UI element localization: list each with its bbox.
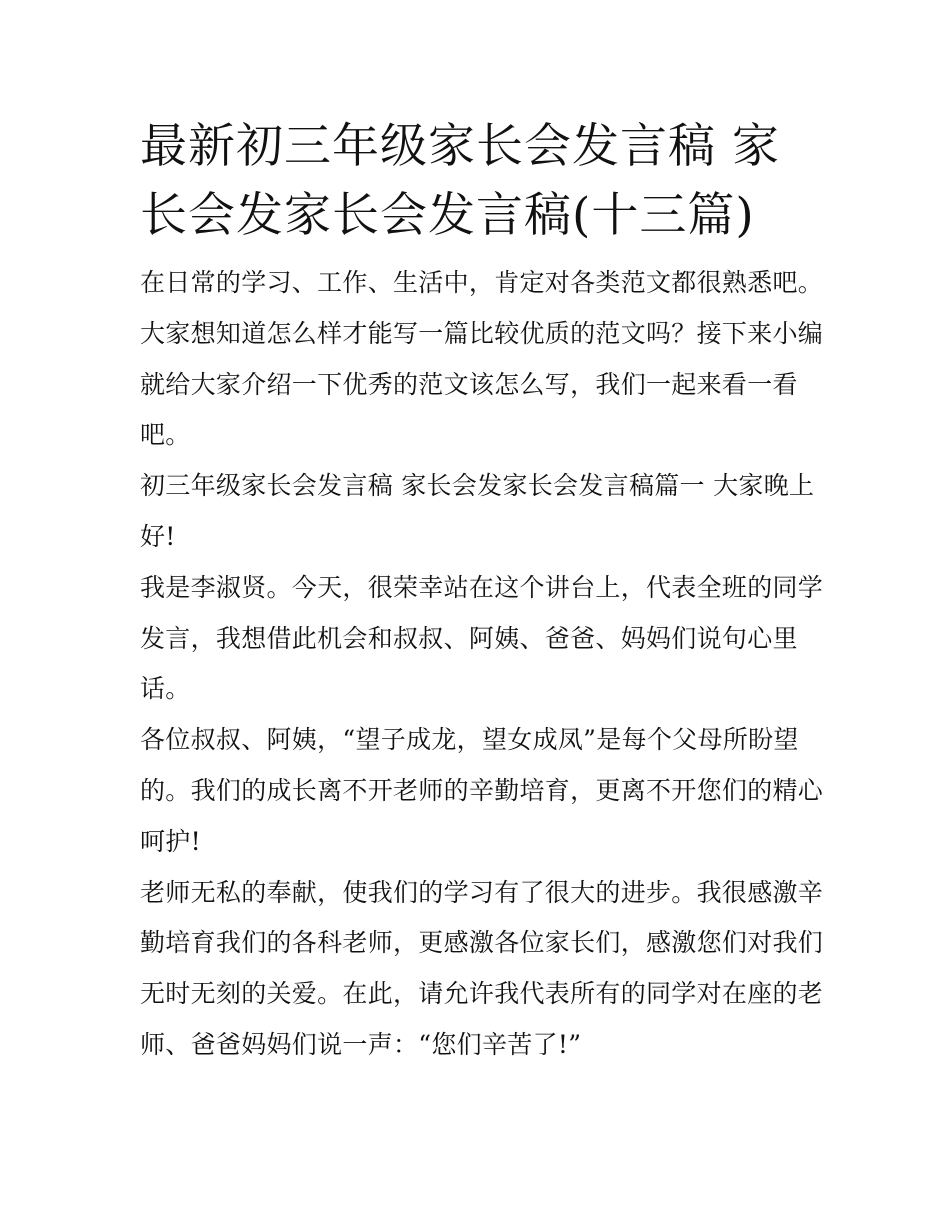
document-body xyxy=(140,258,824,1071)
text-line: 的。我们的成长离不开老师的辛勤培育，更离不开您们的精心 xyxy=(140,775,824,805)
title-line: 长会发家长会发言稿(十三篇) xyxy=(140,188,755,243)
text-line: 各位叔叔、阿姨，“望子成龙，望女成凤”是每个父母所盼望 xyxy=(140,725,799,755)
paragraph-self-intro xyxy=(140,563,824,715)
text-line: 大家想知道怎么样才能写一篇比较优质的范文吗？接下来小编 xyxy=(140,318,824,348)
text-line: 我是李淑贤。今天，很荣幸站在这个讲台上，代表全班的同学 xyxy=(140,572,824,602)
title-line: 最新初三年级家长会发言稿 家 xyxy=(140,119,780,174)
paragraph-parents xyxy=(140,715,824,867)
text-line: 在日常的学习、工作、生活中，肯定对各类范文都很熟悉吧。 xyxy=(140,268,824,297)
document-title xyxy=(140,112,820,250)
text-line: 师、爸爸妈妈们说一声：“您们辛苦了!” xyxy=(140,1029,582,1059)
paragraph-intro xyxy=(140,258,824,461)
text-line: 吧。 xyxy=(140,420,191,450)
text-line: 呵护! xyxy=(140,826,201,856)
text-line: 就给大家介绍一下优秀的范文该怎么写，我们一起来看一看 xyxy=(140,369,798,399)
text-line: 勤培育我们的各科老师，更感激各位家长们，感激您们对我们 xyxy=(140,928,824,958)
paragraph-greeting xyxy=(140,461,820,563)
document-content xyxy=(140,112,824,1071)
text-line: 无时无刻的关爱。在此，请允许我代表所有的同学对在座的老 xyxy=(140,979,824,1009)
text-line: 好! xyxy=(140,521,176,551)
text-line: 话。 xyxy=(140,674,191,704)
text-line: 发言，我想借此机会和叔叔、阿姨、爸爸、妈妈们说句心里 xyxy=(140,623,798,653)
text-line: 老师无私的奉献，使我们的学习有了很大的进步。我很感激辛 xyxy=(140,877,824,907)
text-line: 初三年级家长会发言稿 家长会发家长会发言稿篇一 大家晚上 xyxy=(140,471,815,501)
paragraph-teachers xyxy=(140,868,824,1071)
